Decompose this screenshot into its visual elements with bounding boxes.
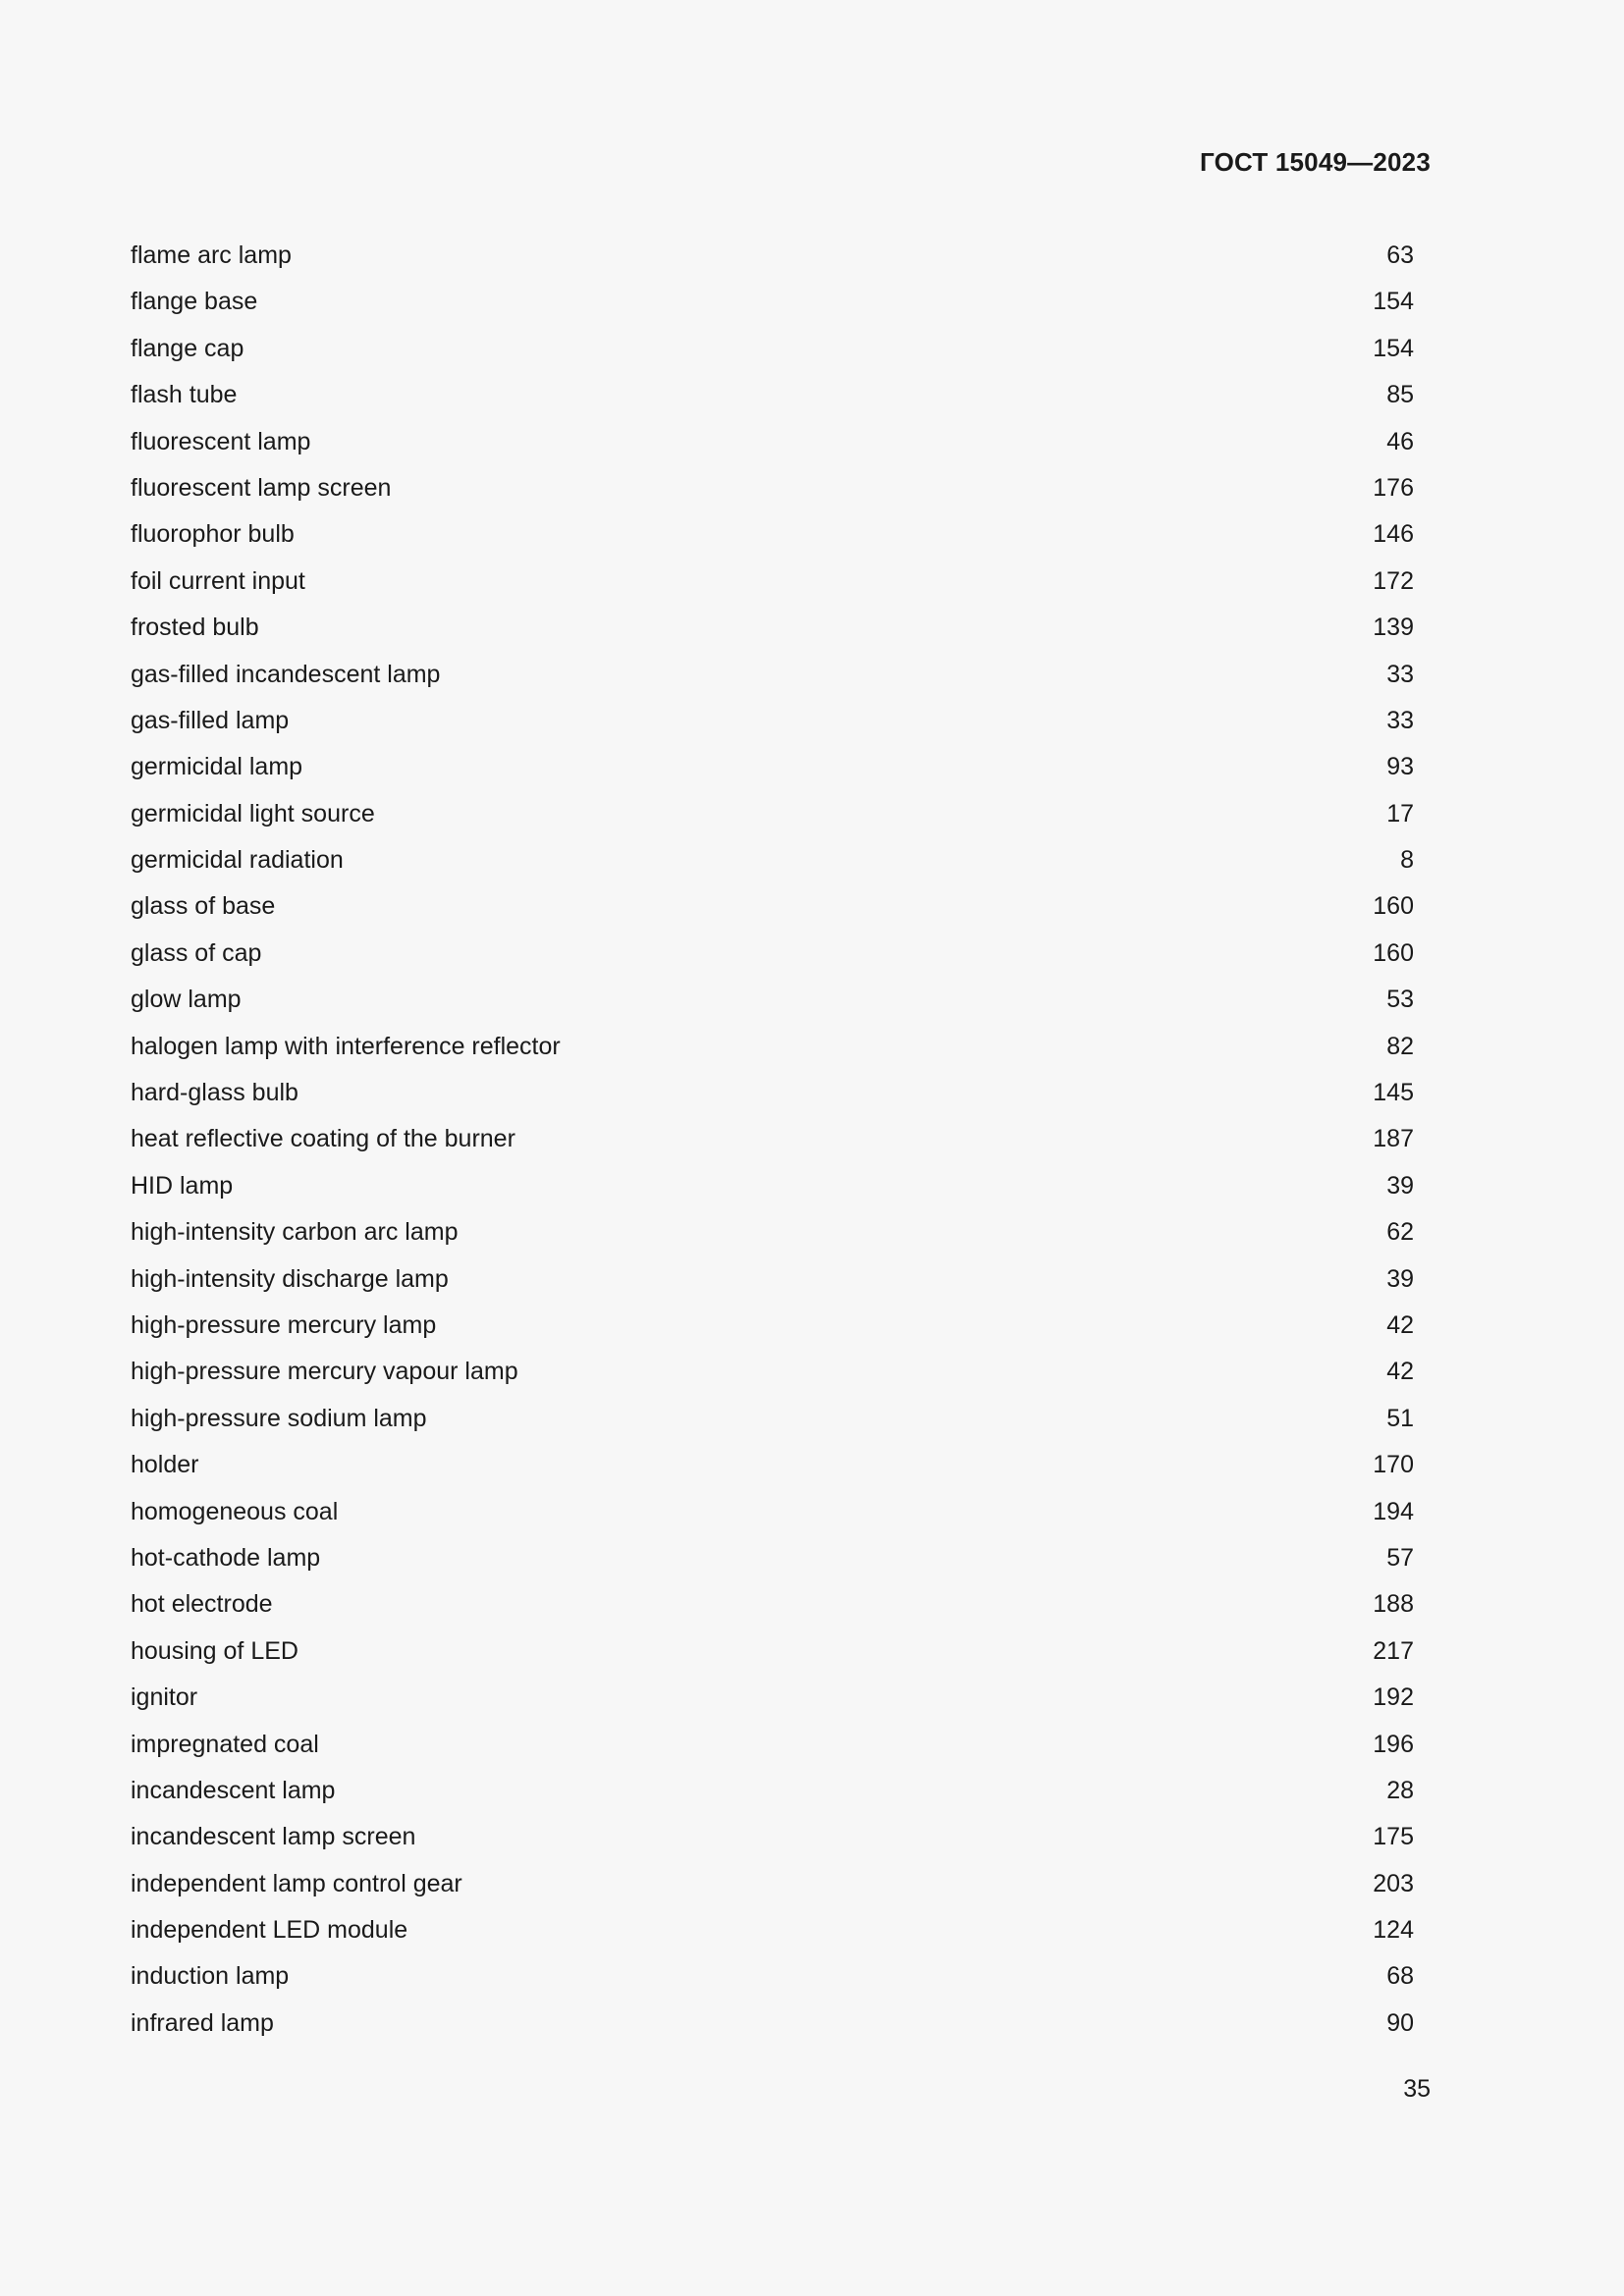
index-entry	[131, 1163, 1414, 1209]
index-page-ref: 62	[1386, 1218, 1414, 1247]
index-term: germicidal lamp	[131, 753, 303, 781]
index-term: incandescent lamp screen	[131, 1823, 416, 1851]
index-term: impregnated coal	[131, 1730, 319, 1758]
index-term: fluorescent lamp	[131, 427, 311, 455]
index-page-ref: 82	[1386, 1032, 1414, 1060]
index-term: infrared lamp	[131, 2008, 274, 2037]
index-entry	[131, 1581, 1414, 1628]
index-entry	[131, 1024, 1414, 1070]
index-term: foil current input	[131, 566, 305, 595]
index-page-ref: 53	[1386, 986, 1414, 1014]
index-term: high-pressure mercury vapour lamp	[131, 1358, 518, 1386]
index-term: flame arc lamp	[131, 241, 292, 269]
index-entry	[131, 1907, 1414, 1953]
index-entry	[131, 977, 1414, 1023]
index-entry	[131, 1303, 1414, 1349]
index-entry	[131, 698, 1414, 744]
index-term: gas-filled lamp	[131, 706, 290, 734]
index-term: gas-filled incandescent lamp	[131, 660, 441, 688]
index-entry	[131, 1070, 1414, 1116]
index-page-ref: 160	[1373, 892, 1414, 921]
index-page-ref: 39	[1386, 1264, 1414, 1293]
index-entry	[131, 883, 1414, 930]
index-term: fluorescent lamp screen	[131, 473, 392, 502]
term-index-list	[131, 233, 1414, 2047]
index-page-ref: 188	[1373, 1590, 1414, 1619]
index-page-ref: 172	[1373, 566, 1414, 595]
index-term: hot electrode	[131, 1590, 273, 1619]
index-entry	[131, 1953, 1414, 2000]
index-term: glow lamp	[131, 986, 242, 1014]
index-term: germicidal radiation	[131, 846, 344, 875]
index-entry	[131, 1489, 1414, 1535]
index-page-ref: 124	[1373, 1916, 1414, 1945]
index-entry	[131, 1349, 1414, 1395]
index-page-ref: 17	[1386, 799, 1414, 828]
index-term: high-intensity discharge lamp	[131, 1264, 449, 1293]
index-page-ref: 63	[1386, 241, 1414, 269]
index-page-ref: 203	[1373, 1869, 1414, 1897]
index-term: flange base	[131, 288, 258, 316]
index-page-ref: 154	[1373, 288, 1414, 316]
index-page-ref: 33	[1386, 706, 1414, 734]
index-term: germicidal light source	[131, 799, 375, 828]
index-term: glass of base	[131, 892, 276, 921]
index-entry	[131, 511, 1414, 558]
index-entry	[131, 1535, 1414, 1581]
index-term: frosted bulb	[131, 614, 259, 642]
index-page-ref: 194	[1373, 1497, 1414, 1525]
index-entry	[131, 1396, 1414, 1442]
index-page-ref: 90	[1386, 2008, 1414, 2037]
index-page-ref: 139	[1373, 614, 1414, 642]
index-page-ref: 170	[1373, 1451, 1414, 1479]
index-entry	[131, 1442, 1414, 1488]
index-page-ref: 46	[1386, 427, 1414, 455]
index-page-ref: 146	[1373, 520, 1414, 549]
index-entry	[131, 372, 1414, 418]
index-term: high-intensity carbon arc lamp	[131, 1218, 459, 1247]
index-entry	[131, 559, 1414, 605]
index-entry	[131, 652, 1414, 698]
index-term: high-pressure mercury lamp	[131, 1310, 437, 1339]
index-entry	[131, 1116, 1414, 1162]
index-page-ref: 57	[1386, 1543, 1414, 1572]
index-page-ref: 217	[1373, 1636, 1414, 1665]
index-page-ref: 42	[1386, 1358, 1414, 1386]
index-term: fluorophor bulb	[131, 520, 295, 549]
index-term: homogeneous coal	[131, 1497, 339, 1525]
index-entry	[131, 2001, 1414, 2047]
index-term: glass of cap	[131, 938, 262, 967]
index-term: holder	[131, 1451, 199, 1479]
index-entry	[131, 1675, 1414, 1721]
index-entry	[131, 837, 1414, 883]
document-code-header: ГОСТ 15049—2023	[1200, 147, 1431, 177]
index-term: HID lamp	[131, 1171, 234, 1200]
index-entry	[131, 1209, 1414, 1255]
index-entry	[131, 233, 1414, 279]
index-page-ref: 85	[1386, 381, 1414, 409]
index-entry	[131, 1861, 1414, 1907]
index-entry	[131, 791, 1414, 837]
index-page-ref: 145	[1373, 1079, 1414, 1107]
index-page-ref: 196	[1373, 1730, 1414, 1758]
index-term: flange cap	[131, 334, 244, 362]
index-page-ref: 93	[1386, 753, 1414, 781]
index-entry	[131, 465, 1414, 511]
index-page-ref: 51	[1386, 1404, 1414, 1432]
index-term: housing of LED	[131, 1636, 298, 1665]
index-entry	[131, 931, 1414, 977]
index-entry	[131, 744, 1414, 790]
index-entry	[131, 1722, 1414, 1768]
page-number: 35	[1403, 2075, 1431, 2103]
index-term: independent LED module	[131, 1916, 408, 1945]
index-entry	[131, 279, 1414, 325]
index-term: ignitor	[131, 1683, 198, 1712]
index-page-ref: 187	[1373, 1125, 1414, 1153]
index-term: incandescent lamp	[131, 1776, 336, 1804]
index-page-ref: 192	[1373, 1683, 1414, 1712]
index-page-ref: 42	[1386, 1310, 1414, 1339]
index-entry	[131, 1768, 1414, 1814]
index-page-ref: 154	[1373, 334, 1414, 362]
index-page-ref: 160	[1373, 938, 1414, 967]
index-term: hard-glass bulb	[131, 1079, 298, 1107]
index-term: heat reflective coating of the burner	[131, 1125, 515, 1153]
index-page-ref: 39	[1386, 1171, 1414, 1200]
index-page-ref: 175	[1373, 1823, 1414, 1851]
index-page-ref: 8	[1400, 846, 1414, 875]
index-entry	[131, 419, 1414, 465]
index-entry	[131, 605, 1414, 651]
index-page-ref: 176	[1373, 473, 1414, 502]
index-entry	[131, 1256, 1414, 1303]
index-term: high-pressure sodium lamp	[131, 1404, 427, 1432]
index-term: hot-cathode lamp	[131, 1543, 321, 1572]
index-entry	[131, 1814, 1414, 1860]
index-page-ref: 68	[1386, 1962, 1414, 1991]
index-term: halogen lamp with interference reflector	[131, 1032, 561, 1060]
index-page-ref: 33	[1386, 660, 1414, 688]
index-term: induction lamp	[131, 1962, 290, 1991]
index-term: independent lamp control gear	[131, 1869, 462, 1897]
index-term: flash tube	[131, 381, 238, 409]
index-page-ref: 28	[1386, 1776, 1414, 1804]
index-entry	[131, 1629, 1414, 1675]
index-entry	[131, 326, 1414, 372]
